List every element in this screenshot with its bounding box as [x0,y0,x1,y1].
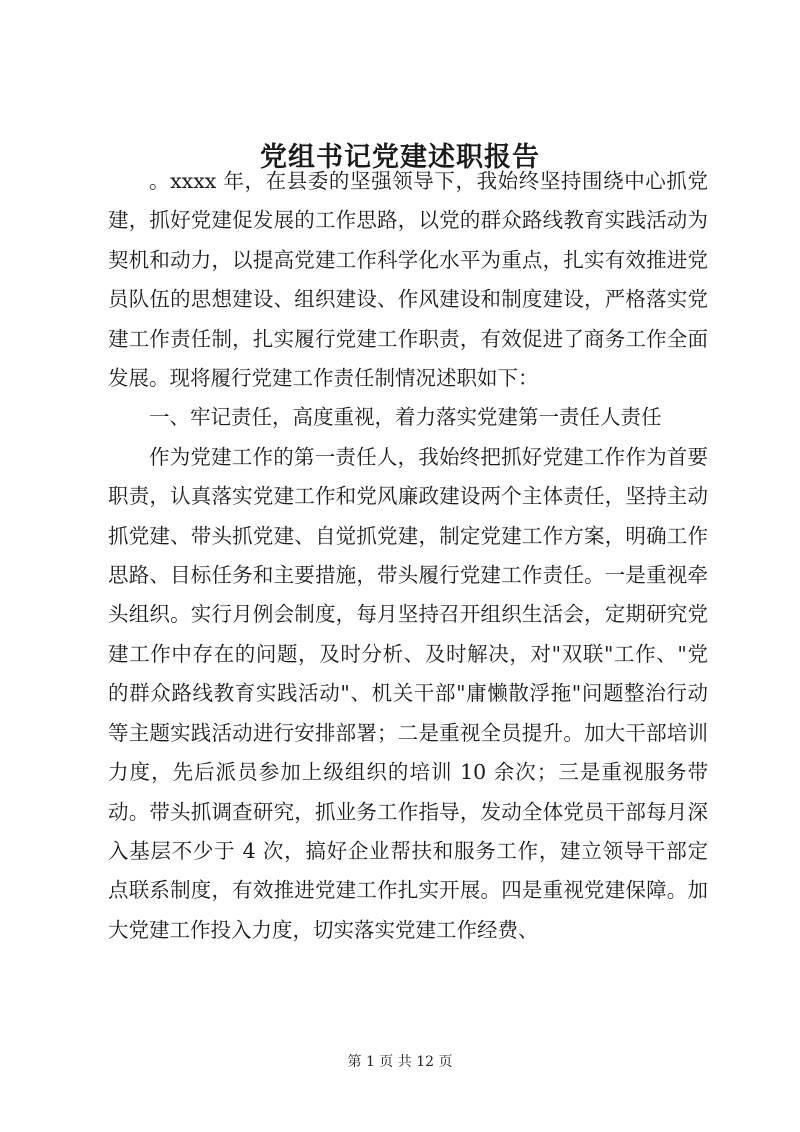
document-body [108,162,708,950]
paragraph-section-1: 作为党建工作的第一责任人，我始终把抓好党建工作作为首要职责，认真落实党建工作和党风廉政建设两个主体责任，坚持主动抓党建、带头抓党建、自觉抓党建，制定党建工作方案，明确工作思路、目标任务和主要措施，带头履行党建工作责任。一是重视牵头组织。实行月例会制度，每月坚持召开组织生活会，定期研究党建工作中存在的问题，及时分析、及时解决，对"双联"工作、"党的群众路线教育实践活动"、机关干部"庸懒散浮拖"问题整治行动等主题实践活动进行安排部署；二是重视全员提升。加大干部培训力度，先后派员参加上级组织的培训 10 余次；三是重视服务带动。带头抓调查研究，抓业务工作指导，发动全体党员干部每月深入基层不少于 4 次，搞好企业帮扶和服务工作，建立领导干部定点联系制度，有效推进党建工作扎实开展。四是重视党建保障。加大党建工作投入力度，切实落实党建工作经费、 [108,444,708,942]
page-number-footer: 第 1 页 共 12 页 [347,1054,453,1070]
section-heading-1: 一、牢记责任，高度重视，着力落实党建第一责任人责任 [149,405,662,430]
document-title: 党组书记党建述职报告 [260,142,540,173]
paragraph-intro: 。xxxx 年，在县委的坚强领导下，我始终坚持围绕中心抓党建，抓好党建促发展的工作思路，以党的群众路线教育实践活动为契机和动力，以提高党建工作科学化水平为重点，扎实有效推进党员队伍的思想建设、组织建设、作风建设和制度建设，严格落实党建工作责任制，扎实履行党建工作职责，有效促进了商务工作全面发展。现将履行党建工作责任制情况述职如下： [108,169,708,391]
